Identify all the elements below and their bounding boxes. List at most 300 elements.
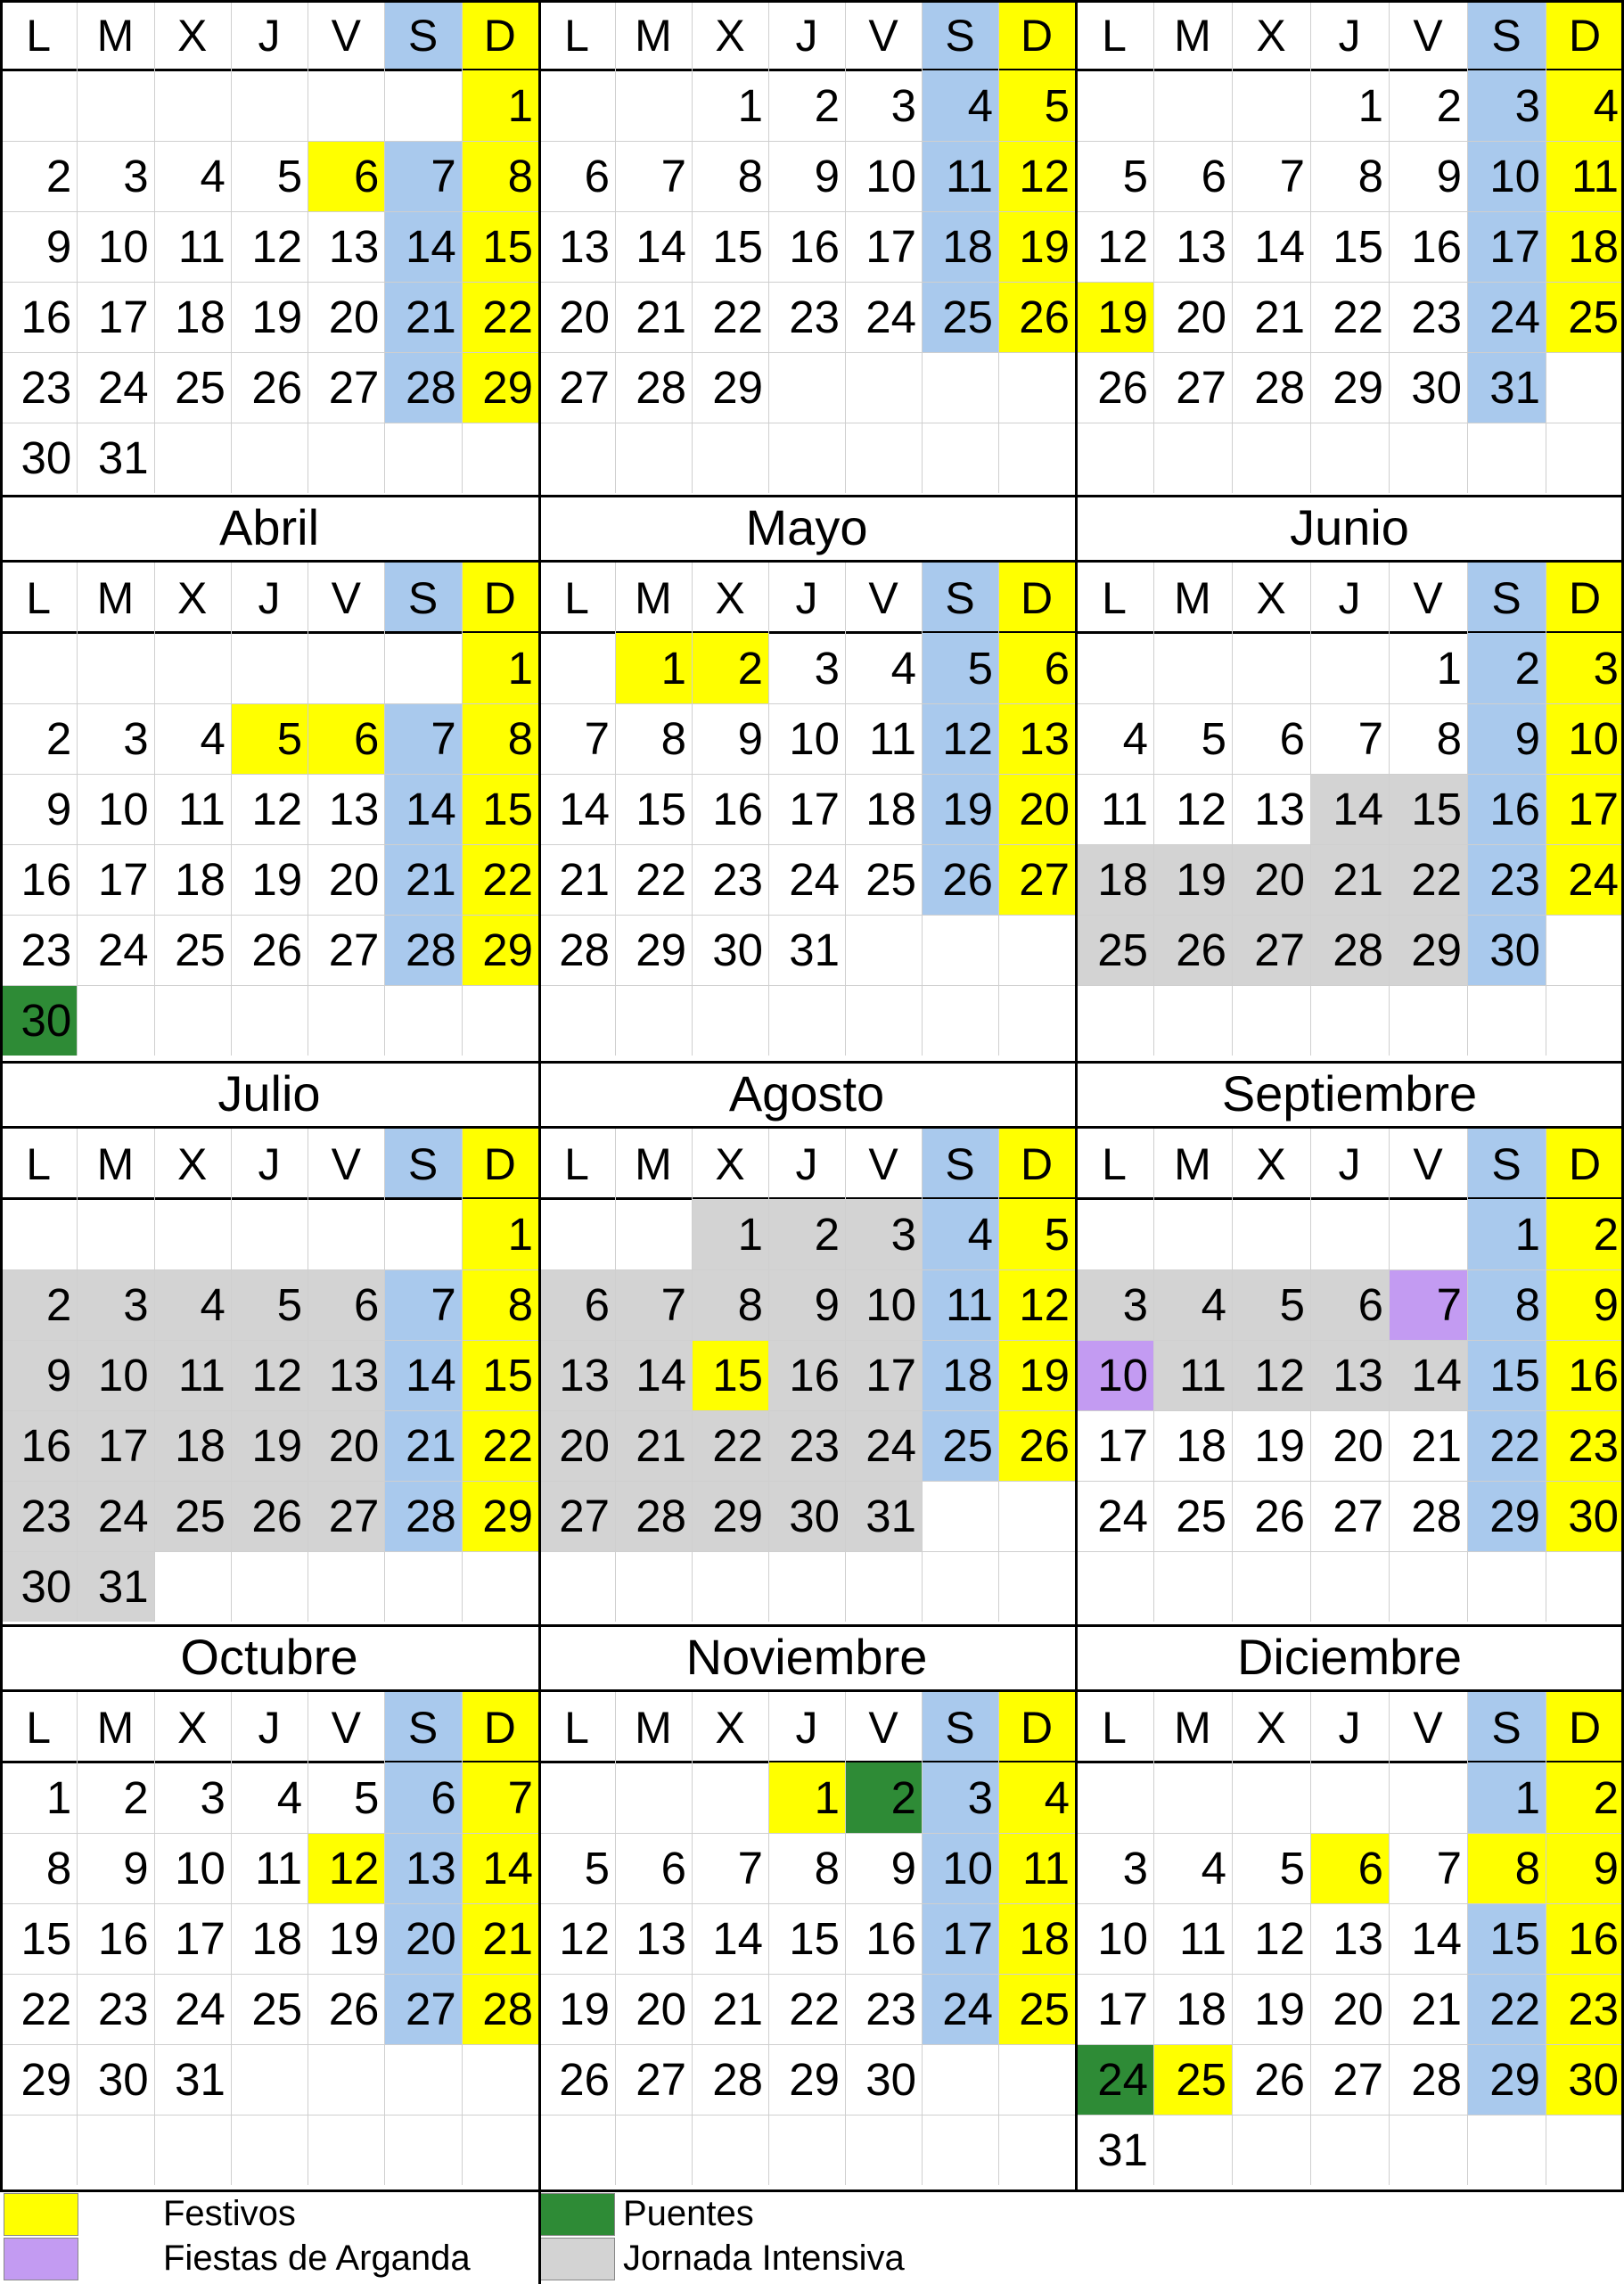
day-cell: 19 [559,1984,610,2034]
weekday-header: S [384,1129,461,1199]
month-block [0,495,538,1061]
day-cell: 30 [0,1551,77,1622]
day-cell: 22 [462,282,538,352]
day-cell: 27 [559,362,610,413]
empty-cell [1153,2115,1232,2185]
day-cell: 12 [1254,1913,1305,1964]
day-cell: 7 [584,713,610,764]
day-cell: 27 [384,1974,461,2044]
empty-cell [615,70,692,141]
weekday-header: J [258,572,281,623]
day-cell: 9 [0,1340,77,1410]
day-cell: 26 [998,282,1075,352]
empty-cell [615,1199,692,1269]
month-block [0,1624,538,2190]
day-cell: 11 [1101,784,1148,834]
day-cell: 3 [1467,70,1546,141]
day-cell: 19 [1254,1984,1305,2034]
day-cell: 1 [1467,1762,1546,1833]
day-cell: 26 [1254,2054,1305,2105]
weekday-header: V [868,1702,898,1753]
empty-cell [1232,423,1310,493]
day-cell: 19 [328,1913,380,1964]
empty-cell [692,1762,768,1833]
empty-cell [998,915,1075,985]
empty-cell [1153,1551,1232,1622]
weekday-header: V [331,572,361,623]
day-cell: 17 [845,1340,922,1410]
empty-cell [768,985,845,1056]
day-cell: 7 [1389,1269,1467,1340]
day-cell: 16 [21,854,72,905]
weekday-header: M [96,10,135,61]
empty-cell [845,915,922,985]
month-block [1075,495,1624,1061]
day-cell: 11 [1546,141,1624,211]
empty-cell [998,423,1075,493]
weekday-header: S [922,1129,998,1199]
day-cell: 28 [615,1481,692,1551]
day-cell: 18 [175,292,226,342]
legend-label-puentes: Puentes [623,2194,754,2233]
empty-cell [692,985,768,1056]
day-cell: 7 [660,151,686,201]
day-cell: 9 [814,151,840,201]
day-cell: 8 [1467,1833,1546,1903]
day-cell: 26 [1097,362,1148,413]
empty-cell [384,985,461,1056]
day-cell: 3 [200,1772,226,1823]
day-cell: 3 [1075,1269,1153,1340]
day-cell: 2 [768,1199,845,1269]
empty-cell [998,2115,1075,2185]
day-cell: 21 [1254,292,1305,342]
weekday-header: J [258,1138,281,1189]
day-cell: 2 [692,633,768,703]
weekday-header: V [868,572,898,623]
month-title: Septiembre [1075,1061,1624,1129]
day-cell: 20 [998,774,1075,844]
day-cell: 26 [998,1410,1075,1481]
day-cell: 31 [175,2054,226,2105]
day-cell: 6 [538,1269,615,1340]
empty-cell [845,352,922,423]
empty-cell [538,985,615,1056]
day-cell: 16 [97,1913,149,1964]
legend-swatch-fiestas [4,2238,78,2280]
empty-cell [231,2044,308,2115]
day-cell: 22 [692,1410,768,1481]
day-cell: 23 [768,1410,845,1481]
day-cell: 12 [922,703,998,774]
weekday-header: J [795,1138,818,1189]
day-cell: 15 [789,1913,840,1964]
day-cell: 16 [712,784,763,834]
day-cell: 19 [251,854,303,905]
weekday-header: X [177,1138,208,1189]
day-cell: 28 [636,362,686,413]
empty-cell [538,70,615,141]
day-cell: 25 [1153,2044,1232,2115]
day-cell: 8 [1357,151,1383,201]
empty-cell [845,985,922,1056]
day-cell: 2 [1467,633,1546,703]
day-cell: 3 [1122,1843,1148,1894]
empty-cell [1310,985,1389,1056]
day-cell: 10 [1097,1913,1148,1964]
day-cell: 10 [865,151,916,201]
weekday-header: L [564,572,589,623]
empty-cell [1232,985,1310,1056]
day-cell: 10 [845,1269,922,1340]
day-cell: 13 [308,1340,384,1410]
day-cell: 5 [1201,713,1226,764]
empty-cell [845,1551,922,1622]
weekday-header: J [1338,1138,1361,1189]
day-cell: 27 [328,362,380,413]
day-cell: 10 [1075,1340,1153,1410]
day-cell: 10 [97,221,149,272]
day-cell: 2 [1546,1762,1624,1833]
day-cell: 18 [922,1340,998,1410]
weekday-header: X [1256,572,1286,623]
empty-cell [154,1551,231,1622]
empty-cell [1232,70,1310,141]
day-cell: 1 [462,1199,538,1269]
empty-cell [1153,1199,1232,1269]
empty-cell [768,2115,845,2185]
day-cell: 12 [1097,221,1148,272]
day-cell: 8 [692,1269,768,1340]
day-cell: 31 [77,1551,153,1622]
empty-cell [615,985,692,1056]
day-cell: 15 [462,211,538,282]
empty-cell [0,1199,77,1269]
day-cell: 31 [1467,352,1546,423]
day-cell: 17 [175,1913,226,1964]
day-cell: 26 [231,1481,308,1551]
empty-cell [1075,985,1153,1056]
empty-cell [308,70,384,141]
empty-cell [922,423,998,493]
day-cell: 16 [1467,774,1546,844]
day-cell: 2 [45,713,72,764]
empty-cell [1153,70,1232,141]
day-cell: 5 [922,633,998,703]
weekday-header: D [1546,0,1624,70]
empty-cell [308,423,384,493]
day-cell: 13 [538,1340,615,1410]
day-cell: 19 [1075,282,1153,352]
day-cell: 13 [998,703,1075,774]
day-cell: 31 [97,432,149,483]
day-cell: 21 [1310,844,1389,915]
day-cell: 11 [922,141,998,211]
day-cell: 29 [21,2054,72,2105]
day-cell: 15 [712,221,763,272]
day-cell: 15 [1467,1903,1546,1974]
empty-cell [1310,1199,1389,1269]
legend-label-intensiva: Jornada Intensiva [623,2239,905,2278]
weekday-header: S [384,0,461,70]
empty-cell [1389,2115,1467,2185]
day-cell: 6 [1201,151,1226,201]
weekday-header: V [331,1138,361,1189]
weekday-header: M [96,1138,135,1189]
month-title: Abril [0,495,538,563]
day-cell: 13 [1176,221,1226,272]
day-cell: 9 [123,1843,149,1894]
day-cell: 28 [1411,2054,1462,2105]
day-cell: 24 [789,854,840,905]
day-cell: 15 [1333,221,1383,272]
weekday-header: M [96,572,135,623]
empty-cell [384,2115,461,2185]
empty-cell [692,2115,768,2185]
day-cell: 11 [154,1340,231,1410]
day-cell: 31 [845,1481,922,1551]
empty-cell [1389,1551,1467,1622]
empty-cell [1310,423,1389,493]
empty-cell [154,2115,231,2185]
day-cell: 18 [154,1410,231,1481]
day-cell: 15 [21,1913,72,1964]
day-cell: 1 [462,70,538,141]
weekday-header: D [998,1129,1075,1199]
day-cell: 24 [1097,1491,1148,1541]
day-cell: 22 [462,844,538,915]
day-cell: 1 [1357,80,1383,131]
day-cell: 16 [21,292,72,342]
empty-cell [922,2115,998,2185]
day-cell: 1 [462,633,538,703]
day-cell: 22 [1333,292,1383,342]
empty-cell [231,423,308,493]
empty-cell [384,1199,461,1269]
empty-cell [538,633,615,703]
empty-cell [768,423,845,493]
day-cell: 30 [1546,2044,1624,2115]
day-cell: 4 [890,643,916,694]
day-cell: 25 [1546,282,1624,352]
day-cell: 16 [1411,221,1462,272]
day-cell: 22 [712,292,763,342]
day-cell: 8 [1436,713,1462,764]
day-cell: 16 [865,1913,916,1964]
day-cell: 22 [21,1984,72,2034]
weekday-header: L [26,1138,52,1189]
empty-cell [538,1199,615,1269]
empty-cell [77,1199,153,1269]
day-cell: 6 [1310,1833,1389,1903]
empty-cell [308,2044,384,2115]
weekday-header: V [868,1138,898,1189]
weekday-header: L [1102,10,1127,61]
empty-cell [1310,633,1389,703]
weekday-header: V [1413,572,1443,623]
day-cell: 5 [998,70,1075,141]
day-cell: 7 [1436,1843,1462,1894]
day-cell: 1 [768,1762,845,1833]
day-cell: 13 [1310,1340,1389,1410]
day-cell: 30 [712,924,763,975]
day-cell: 30 [1546,1481,1624,1551]
day-cell: 24 [865,292,916,342]
day-cell: 14 [559,784,610,834]
empty-cell [998,1481,1075,1551]
day-cell: 1 [45,1772,72,1823]
empty-cell [1075,423,1153,493]
day-cell: 7 [384,141,461,211]
legend-swatch-puentes [540,2193,615,2236]
day-cell: 26 [251,924,303,975]
month-block [1075,1061,1624,1624]
empty-cell [922,915,998,985]
day-cell: 3 [890,80,916,131]
empty-cell [308,1551,384,1622]
day-cell: 13 [636,1913,686,1964]
month-title: Diciembre [1075,1624,1624,1692]
day-cell: 20 [328,292,380,342]
day-cell: 28 [712,2054,763,2105]
empty-cell [1075,633,1153,703]
empty-cell [1546,423,1624,493]
empty-cell [1467,2115,1546,2185]
day-cell: 25 [922,1410,998,1481]
day-cell: 29 [1389,915,1467,985]
day-cell: 5 [354,1772,380,1823]
day-cell: 31 [789,924,840,975]
day-cell: 24 [845,1410,922,1481]
month-block [538,495,1075,1061]
weekday-header: V [1413,1138,1443,1189]
day-cell: 6 [384,1762,461,1833]
weekday-header: S [384,1692,461,1762]
day-cell: 26 [251,362,303,413]
empty-cell [308,985,384,1056]
day-cell: 21 [384,282,461,352]
day-cell: 24 [922,1974,998,2044]
day-cell: 4 [998,1762,1075,1833]
empty-cell [1075,70,1153,141]
day-cell: 18 [865,784,916,834]
empty-cell [998,985,1075,1056]
empty-cell [1467,1551,1546,1622]
day-cell: 30 [1411,362,1462,413]
day-cell: 2 [1546,1199,1624,1269]
day-cell: 5 [231,1269,308,1340]
day-cell: 19 [998,1340,1075,1410]
day-cell: 29 [462,915,538,985]
empty-cell [1232,1762,1310,1833]
empty-cell [77,633,153,703]
empty-cell [231,1199,308,1269]
day-cell: 26 [1153,915,1232,985]
weekday-header: M [96,1702,135,1753]
day-cell: 23 [1411,292,1462,342]
day-cell: 16 [1546,1340,1624,1410]
empty-cell [538,2115,615,2185]
weekday-header: V [868,10,898,61]
day-cell: 25 [998,1974,1075,2044]
day-cell: 9 [45,221,72,272]
day-cell: 27 [1333,2054,1383,2105]
day-cell: 4 [276,1772,303,1823]
day-cell: 21 [615,1410,692,1481]
weekday-header: D [998,1692,1075,1762]
weekday-header: V [331,1702,361,1753]
empty-cell [1153,423,1232,493]
legend-swatch-intensiva [540,2238,615,2280]
day-cell: 12 [559,1913,610,1964]
day-cell: 13 [1254,784,1305,834]
day-cell: 25 [154,1481,231,1551]
day-cell: 14 [636,221,686,272]
weekday-header: D [462,1129,538,1199]
day-cell: 29 [1467,2044,1546,2115]
day-cell: 1 [692,1199,768,1269]
day-cell: 27 [328,924,380,975]
empty-cell [692,423,768,493]
day-cell: 1 [737,80,763,131]
day-cell: 25 [922,282,998,352]
day-cell: 27 [1333,1491,1383,1541]
empty-cell [462,985,538,1056]
day-cell: 17 [97,292,149,342]
day-cell: 14 [1389,1340,1467,1410]
day-cell: 18 [998,1903,1075,1974]
day-cell: 17 [1467,211,1546,282]
day-cell: 3 [77,1269,153,1340]
day-cell: 29 [636,924,686,975]
empty-cell [154,70,231,141]
empty-cell [231,633,308,703]
day-cell: 29 [692,1481,768,1551]
day-cell: 27 [636,2054,686,2105]
day-cell: 14 [1254,221,1305,272]
day-cell: 12 [998,141,1075,211]
day-cell: 9 [737,713,763,764]
day-cell: 30 [97,2054,149,2105]
day-cell: 4 [154,1269,231,1340]
empty-cell [768,1551,845,1622]
day-cell: 5 [231,703,308,774]
weekday-header: X [177,10,208,61]
day-cell: 6 [584,151,610,201]
weekday-header: D [1546,1692,1624,1762]
legend [0,2190,1624,2284]
day-cell: 21 [636,292,686,342]
day-cell: 27 [538,1481,615,1551]
day-cell: 20 [1232,844,1310,915]
empty-cell [1546,985,1624,1056]
day-cell: 20 [559,292,610,342]
empty-cell [922,1481,998,1551]
weekday-header: L [1102,572,1127,623]
day-cell: 29 [1333,362,1383,413]
empty-cell [1389,985,1467,1056]
day-cell: 6 [308,1269,384,1340]
empty-cell [1389,423,1467,493]
month-title: Julio [0,1061,538,1129]
day-cell: 8 [814,1843,840,1894]
day-cell: 9 [45,784,72,834]
day-cell: 18 [1546,211,1624,282]
day-cell: 6 [660,1843,686,1894]
day-cell: 4 [922,1199,998,1269]
day-cell: 4 [200,713,226,764]
month-block [0,0,538,495]
